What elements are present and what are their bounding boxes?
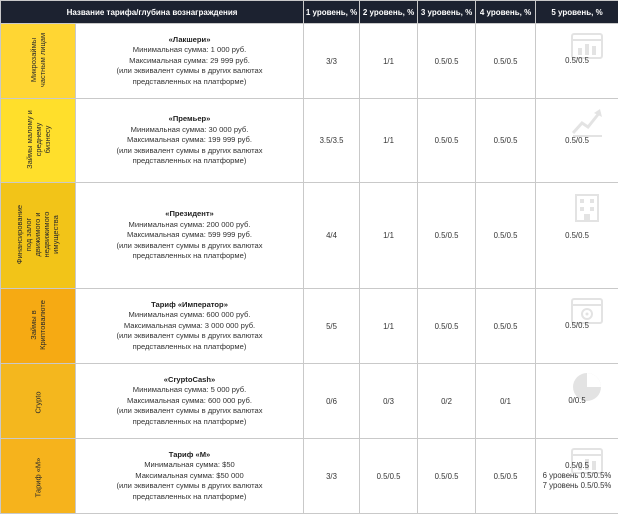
level-5-value-cell xyxy=(536,439,618,514)
level-2-value-cell xyxy=(360,289,418,364)
tariff-equiv2-text: представленных на платформе) xyxy=(76,156,303,167)
level-3-value-cell xyxy=(418,24,476,99)
category-cell xyxy=(1,24,76,99)
level-value: 0.5/0.5 xyxy=(476,136,535,145)
tariff-equiv1-text: (или эквивалент суммы в других валютах xyxy=(76,66,303,77)
tariff-equiv1-text: (или эквивалент суммы в других валютах xyxy=(76,481,303,492)
level-4-value-cell xyxy=(476,183,536,289)
level-2-value-cell xyxy=(360,183,418,289)
tariff-min-text: Минимальная сумма: 1 000 руб. xyxy=(76,45,303,56)
category-label xyxy=(29,300,47,350)
tariff-equiv1-text: (или эквивалент суммы в других валютах xyxy=(76,406,303,417)
category-label-line: частным лицам xyxy=(38,32,47,86)
category-label-line: Займы в xyxy=(29,300,38,350)
category-cell xyxy=(1,183,76,289)
tariff-equiv2-text: представленных на платформе) xyxy=(76,251,303,262)
tariff-name: «Президент» xyxy=(76,209,303,220)
level-value: 3/3 xyxy=(304,472,359,481)
tariff-equiv2-text: представленных на платформе) xyxy=(76,492,303,503)
level-value: 4/4 xyxy=(304,231,359,240)
level-value: 3.5/3.5 xyxy=(304,136,359,145)
category-label-line: бизнесу xyxy=(43,110,52,169)
level-value: 0.5/0.5 xyxy=(418,231,475,240)
level-5-value-cell xyxy=(536,289,618,364)
level-value: 0/1 xyxy=(476,397,535,406)
tariff-equiv1-text: (или эквивалент суммы в других валютах xyxy=(76,146,303,157)
category-label-line: Криптовалюте xyxy=(38,300,47,350)
category-label-line: среднему xyxy=(34,110,43,169)
level-value: 0.5/0.5 xyxy=(536,231,618,241)
level-4-value-cell xyxy=(476,99,536,183)
tariff-name: «Премьер» xyxy=(76,114,303,125)
tariff-max-text: Максимальная сумма: $50 000 xyxy=(76,471,303,482)
level-value: 1/1 xyxy=(360,57,417,66)
table-header-row xyxy=(1,1,618,24)
header-level-2: 2 уровень, % xyxy=(360,1,418,24)
level-value: 0/2 xyxy=(418,397,475,406)
tariff-min-text: Минимальная сумма: 200 000 руб. xyxy=(76,220,303,231)
tariff-min-text: Минимальная сумма: 600 000 руб. xyxy=(76,310,303,321)
extra-level-value: 6 уровень 0.5/0.5% xyxy=(536,471,618,481)
level-4-value-cell xyxy=(476,24,536,99)
header-level-5: 5 уровень, % xyxy=(536,1,618,24)
tariff-equiv2-text: представленных на платформе) xyxy=(76,342,303,353)
tariff-equiv1-text: (или эквивалент суммы в других валютах xyxy=(76,331,303,342)
level-2-value-cell xyxy=(360,364,418,439)
level-value: 0.5/0.5 xyxy=(536,461,618,471)
category-cell xyxy=(1,289,76,364)
table-row xyxy=(1,99,618,183)
category-label xyxy=(34,458,43,498)
level-3-value-cell xyxy=(418,183,476,289)
tariff-description xyxy=(76,289,304,364)
category-label-line: Финансирование xyxy=(15,204,24,263)
level-value: 0.5/0.5 xyxy=(536,56,618,66)
building-icon xyxy=(570,189,604,223)
level-value: 0/3 xyxy=(360,397,417,406)
level-5-value-cell xyxy=(536,183,618,289)
level-value: 0.5/0.5 xyxy=(418,136,475,145)
level-1-value-cell xyxy=(304,439,360,514)
growth-chart-icon xyxy=(570,105,604,139)
table-row xyxy=(1,439,618,514)
level-3-value-cell xyxy=(418,364,476,439)
level-value: 0.5/0.5 xyxy=(418,322,475,331)
level-value: 1/1 xyxy=(360,231,417,240)
header-level-3: 3 уровень, % xyxy=(418,1,476,24)
level-1-value-cell xyxy=(304,289,360,364)
level-value: 0.5/0.5 xyxy=(536,321,618,331)
level-value: 0.5/0.5 xyxy=(418,472,475,481)
tariff-name: Тариф «Император» xyxy=(76,300,303,311)
tariff-min-text: Минимальная сумма: 30 000 руб. xyxy=(76,125,303,136)
level-value: 0/6 xyxy=(304,397,359,406)
category-label-line: Займы малому и xyxy=(25,110,34,169)
table-row xyxy=(1,24,618,99)
category-label xyxy=(25,110,52,169)
tariff-min-text: Минимальная сумма: $50 xyxy=(76,460,303,471)
level-4-value-cell xyxy=(476,439,536,514)
level-3-value-cell xyxy=(418,439,476,514)
tariff-equiv1-text: (или эквивалент суммы в других валютах xyxy=(76,241,303,252)
level-value: 5/5 xyxy=(304,322,359,331)
level-value: 0.5/0.5 xyxy=(536,136,618,146)
level-1-value-cell xyxy=(304,364,360,439)
category-label-line: недвижимого xyxy=(42,204,51,263)
level-2-value-cell xyxy=(360,24,418,99)
tariff-max-text: Максимальная сумма: 599 999 руб. xyxy=(76,230,303,241)
level-1-value-cell xyxy=(304,99,360,183)
level-value: 0.5/0.5 xyxy=(476,472,535,481)
category-label-line: Crypto xyxy=(34,391,43,413)
table-row xyxy=(1,289,618,364)
tariff-equiv2-text: представленных на платформе) xyxy=(76,417,303,428)
extra-level-value: 7 уровень 0.5/0.5% xyxy=(536,481,618,491)
category-label xyxy=(34,391,43,413)
tariff-name: Тариф «М» xyxy=(76,450,303,461)
level-value: 0.5/0.5 xyxy=(476,57,535,66)
tariff-description xyxy=(76,439,304,514)
level-1-value-cell xyxy=(304,183,360,289)
tariff-name: «Лакшери» xyxy=(76,35,303,46)
header-level-4: 4 уровень, % xyxy=(476,1,536,24)
category-label-line: движимого и xyxy=(33,204,42,263)
tariff-description xyxy=(76,364,304,439)
category-label-line: Тариф «М» xyxy=(34,458,43,498)
level-1-value-cell xyxy=(304,24,360,99)
level-3-value-cell xyxy=(418,99,476,183)
level-5-value-cell xyxy=(536,24,618,99)
tariff-max-text: Максимальная сумма: 29 999 руб. xyxy=(76,56,303,67)
level-value: 0.5/0.5 xyxy=(418,57,475,66)
level-value: 0/0.5 xyxy=(536,396,618,406)
tariff-max-text: Максимальная сумма: 3 000 000 руб. xyxy=(76,321,303,332)
category-label xyxy=(29,32,47,86)
header-level-1: 1 уровень, % xyxy=(304,1,360,24)
level-value: 3/3 xyxy=(304,57,359,66)
level-value: 1/1 xyxy=(360,136,417,145)
category-label-line: Микрозаймы xyxy=(29,32,38,86)
table-row xyxy=(1,364,618,439)
category-label-line: имущества xyxy=(51,204,60,263)
tariff-max-text: Максимальная сумма: 199 999 руб. xyxy=(76,135,303,146)
level-value: 1/1 xyxy=(360,322,417,331)
level-3-value-cell xyxy=(418,289,476,364)
tariff-max-text: Максимальная сумма: 600 000 руб. xyxy=(76,396,303,407)
level-value: 0.5/0.5 xyxy=(476,231,535,240)
level-2-value-cell xyxy=(360,439,418,514)
level-5-value-cell xyxy=(536,364,618,439)
level-4-value-cell xyxy=(476,289,536,364)
level-4-value-cell xyxy=(476,364,536,439)
header-tariff: Название тарифа/глубина вознаграждения xyxy=(1,1,304,24)
tariff-description xyxy=(76,183,304,289)
category-cell xyxy=(1,99,76,183)
tariff-min-text: Минимальная сумма: 5 000 руб. xyxy=(76,385,303,396)
tariff-name: «CryptoCash» xyxy=(76,375,303,386)
level-value: 0.5/0.5 xyxy=(476,322,535,331)
category-label xyxy=(15,204,60,263)
level-5-value-cell xyxy=(536,99,618,183)
tariff-equiv2-text: представленных на платформе) xyxy=(76,77,303,88)
tariff-description xyxy=(76,99,304,183)
level-2-value-cell xyxy=(360,99,418,183)
category-label-line: под залог xyxy=(24,204,33,263)
table-row xyxy=(1,183,618,289)
category-cell xyxy=(1,364,76,439)
category-cell xyxy=(1,439,76,514)
level-value: 0.5/0.5 xyxy=(360,472,417,481)
tariff-description xyxy=(76,24,304,99)
